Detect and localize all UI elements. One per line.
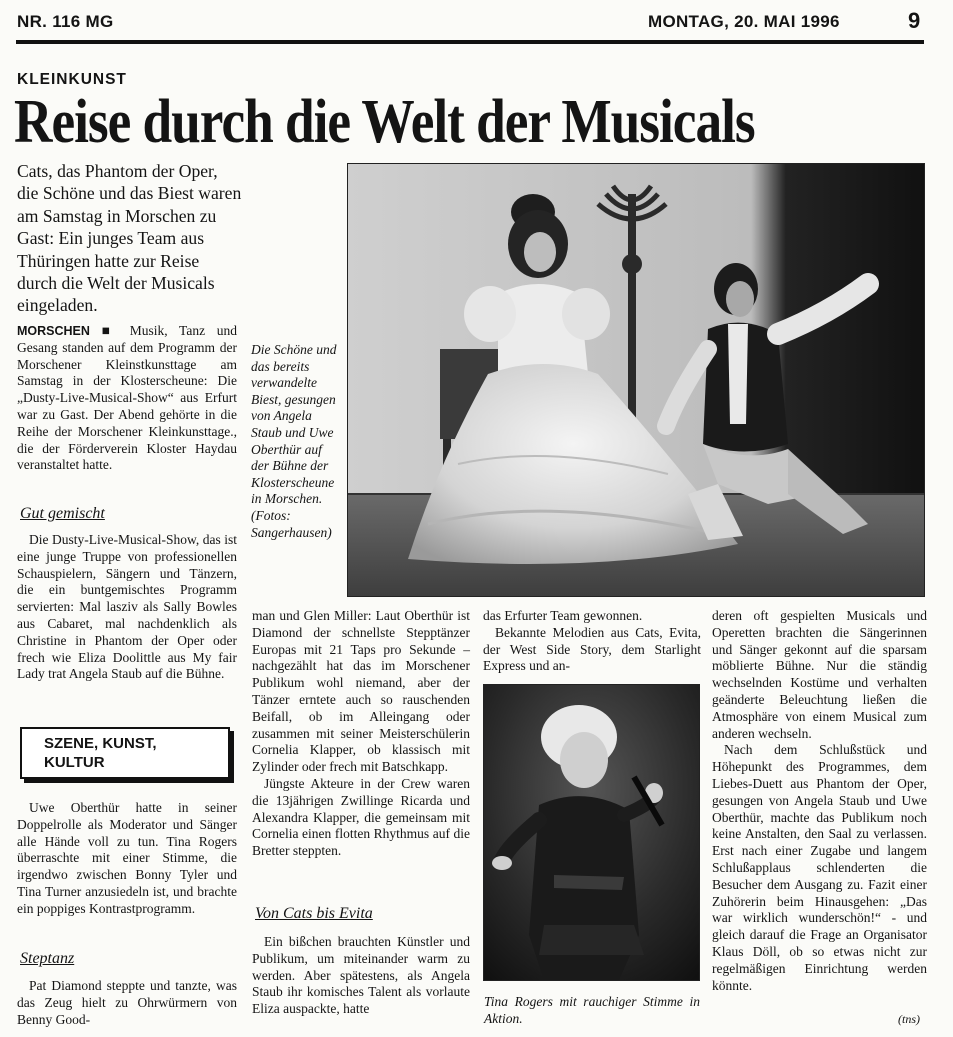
- column-1d: [17, 978, 237, 1028]
- header-rule: [16, 40, 924, 44]
- byline: (tns): [898, 1012, 920, 1026]
- intro-paragraph: MORSCHEN ■ Musik, Tanz und Gesang standen auf dem Programm der Morschener Kleinstkunsttage am Samstag in der Klosterscheune: Die „Dusty-Live-Musical-Show“ aus Erfurt war zu Gast. Der Abend gehörte in die Reihe der Morschener Kleinkunsttage., die der Förderverein Kloster Haydau veranstaltet hatte.: [17, 323, 237, 473]
- stage-photo: [347, 163, 925, 597]
- paragraph-akteure: Jüngste Akteure in der Crew waren die 13jährigen Zwillinge Ricarda und Alexandra Klapper, die gemeinsam mit Cornelia einen flotten Rhythmus auf die Bretter steppten.: [252, 775, 470, 859]
- dateline: MORSCHEN: [17, 324, 90, 338]
- column-4: [712, 608, 927, 994]
- headline: Reise durch die Welt der Musicals: [14, 88, 755, 156]
- column-2b: [252, 934, 470, 1018]
- lead-paragraph: Cats, das Phantom der Oper, die Schöne und das Biest waren am Samstag in Morschen zu Gast: Ein junges Team aus Thüringen hatte zur Reise durch die Welt der Musicals eingeladen.: [17, 161, 242, 316]
- paragraph-doppelrolle: Uwe Oberthür hatte in seiner Doppelrolle als Moderator und Sänger alle Hände voll zu tun. Tina Rogers überraschte mit einer Stimme, die irgendwo zwischen Bonny Tyler und Tina Turner anzusiedeln ist, und brachte ein poppiges Kontrastprogramm.: [17, 800, 237, 916]
- section-box-szene: SZENE, KUNST, KULTUR: [20, 727, 230, 779]
- paragraph-operetten: deren oft gespielten Musicals und Operetten brachten die Sängerinnen und Sänger gekonnt auf die sparsam möblierte Bühne. Nur die ständig wechselnden Kostüme und verhalten geänderte Beleuchtung ließen die Atmosphäre von einem Musical zum anderen wechseln.: [712, 608, 927, 741]
- paragraph-schluss: Nach dem Schlußstück und Höhepunkt des Programmes, dem Liebes-Duett aus Phantom der Oper, gesungen von Angela Staub und Uwe Oberthür, machte das Publikum noch keine Anstalten, den Saal zu verlassen. Erst nach einer Zugabe und langem Schlußapplaus schlenderten die Besucher dem Ausgang zu. Fazit einer Zuhörerin beim Hinausgehen: „Das war wirklich wunderschön!“ - und gleich darauf die Frage an Organisator Klaus Döll, ob so etwas nicht zur regelmäßigen Einrichtung werden könnte.: [712, 742, 927, 993]
- column-1c: [17, 800, 237, 918]
- column-2: [252, 608, 470, 860]
- stage-photo-image: [348, 164, 924, 596]
- subhead-gut-gemischt: Gut gemischt: [20, 505, 105, 522]
- paragraph-steptanz-b: man und Glen Miller: Laut Oberthür ist Diamond der schnellste Stepptänzer Europas mit 21 Taps pro Sekunde – nachgezählt hat das im Morschener Publikum wohl niemand, aber der Tänzer erntete auch so rauschenden Beifall, ob im Alleingang oder zusammen mit seiner Meisterschülerin Cornelia Klapper, ob klassisch mit Zylinder oder frech mit Batschkapp.: [252, 608, 470, 775]
- subhead-von-cats-bis-evita: Von Cats bis Evita: [255, 905, 373, 922]
- paragraph-team: das Erfurter Team gewonnen.: [483, 608, 643, 623]
- photo-caption-2: Tina Rogers mit rauchiger Stimme in Aktion.: [484, 994, 700, 1026]
- column-3: [483, 608, 701, 675]
- issue-date: MONTAG, 20. MAI 1996: [648, 12, 840, 31]
- paragraph-cats: Ein bißchen brauchten Künstler und Publikum, um miteinander warm zu werden. Aber spätestens, als Angela Staub ihr komisches Talent als vorlaute Eliza auspackte, hatte: [252, 934, 470, 1017]
- page-number: 9: [908, 8, 921, 33]
- subhead-steptanz: Steptanz: [20, 950, 75, 967]
- issue-number: NR. 116 MG: [17, 12, 114, 31]
- column-1: [17, 323, 237, 474]
- photo-caption-1: Die Schöne und das bereits verwandelte Biest, gesungen von Angela Staub und Uwe Oberthür auf der Bühne der Klosterscheune in Morschen. (Fotos: Sangerhausen): [251, 342, 337, 540]
- paragraph-gemischt: Die Dusty-Live-Musical-Show, das ist eine junge Truppe von professionellen Schauspielern, Sängern und Tänzern, die ein buntgemischtes Programm servierten: Mal lasziv als Sally Bowles aus Cabaret, mal nachdenklich als Christine in Phantom der Oper oder frech wie Eliza Doolittle aus My fair Lady trat Angela Staub auf die Bühne.: [17, 532, 237, 682]
- column-1b: [17, 532, 237, 683]
- section-kicker: KLEINKUNST: [17, 71, 127, 88]
- singer-photo-image: [484, 685, 699, 980]
- dateline-marker: ■: [101, 323, 119, 338]
- paragraph-melodien: Bekannte Melodien aus Cats, Evita, der West Side Story, dem Starlight Express und an-: [483, 624, 701, 674]
- singer-photo: [483, 684, 700, 981]
- paragraph-steptanz-a: Pat Diamond steppte und tanzte, was das Zeug hielt zu Ohrwürmern von Benny Good-: [17, 978, 237, 1027]
